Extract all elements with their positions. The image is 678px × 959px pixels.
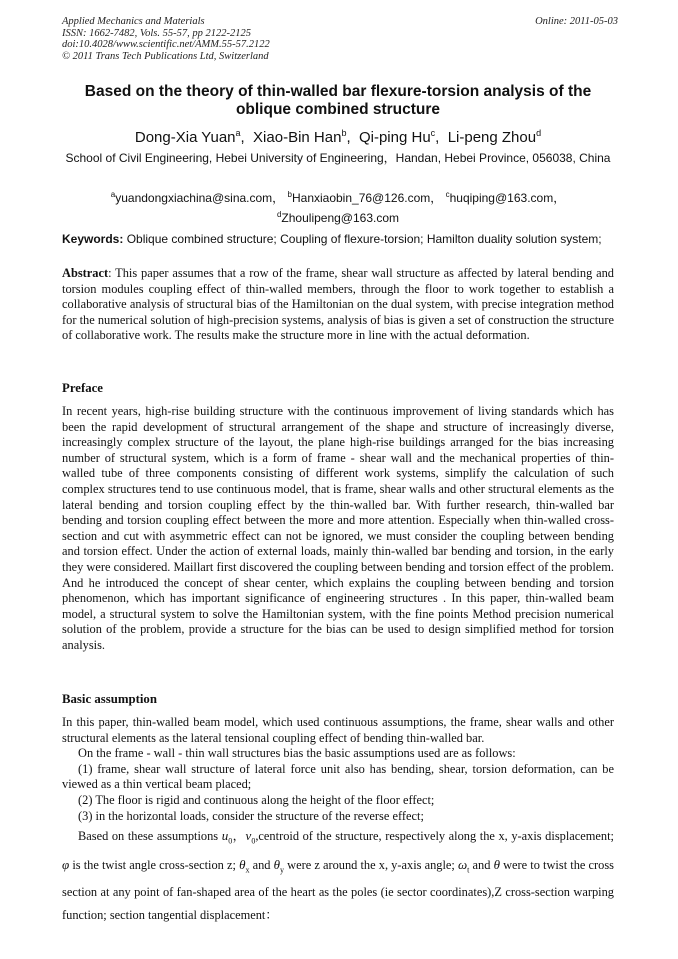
symbol-sub: 0 — [251, 836, 256, 846]
keywords-text: Oblique combined structure; Coupling of flexure-torsion; Hamilton duality solution system; — [123, 232, 602, 246]
abstract-text: : This paper assumes that a row of the frame, shear wall structure as affected by lateral bending and torsion modules coupling effect of thin-walled members, through the floor to work together to establish a collaborative analysis of structural bias of the Hamiltonian on the dual system, with precise integration method for the numerical solution of high-precision systems, analysis of bias is given a set of construction the structure of collaborative work. The results make the structure more in line with the actual deformation. — [62, 266, 614, 343]
email-list — [62, 187, 614, 226]
journal-doi: doi:10.4028/www.scientific.net/AMM.55-57.2122 — [62, 39, 270, 50]
author-name: Dong-Xia Yuan — [134, 129, 236, 146]
symbol-u0 — [221, 828, 233, 846]
symbol-sub: y — [280, 865, 284, 875]
email-sup: d — [276, 209, 282, 219]
affiliation: School of Civil Engineering, Hebei University of Engineering，Handan, Hebei Province, 056038, China — [65, 151, 611, 165]
journal-issn: ISSN: 1662-7482, Vols. 55-57, pp 2122-2125 — [62, 27, 251, 39]
keywords — [62, 232, 614, 246]
paragraph: (1) frame, shear wall structure of lateral force unit also has bending, shear, torsion deformation, can be viewed as a thin vertical beam placed; — [62, 761, 614, 792]
keywords-label: Keywords: — [62, 232, 124, 246]
author-name: Li-peng Zhou — [447, 129, 537, 146]
symbol-sub: 0 — [228, 836, 233, 846]
text-run: Based on these assumptions — [78, 829, 222, 844]
abstract-label: Abstract — [62, 266, 109, 280]
abstract — [62, 266, 614, 344]
paragraph: In this paper, thin-walled beam model, which used continuous assumptions, the frame, shear walls and other structural elements as the lateral tensional coupling effect of bending thin-walled bar. — [62, 715, 614, 745]
text-run: ， — [232, 829, 246, 844]
text-run: ,centroid of the structure, respectively along the x, y-axis displacement; — [255, 829, 614, 844]
author-name: Xiao-Bin Han — [253, 129, 342, 146]
symbol-v0 — [245, 828, 256, 846]
symbol-omega-t — [457, 856, 470, 875]
email-address: Zhoulipeng@163.com — [281, 210, 400, 225]
symbol-char: v — [245, 828, 252, 844]
author-sup: d — [536, 128, 542, 138]
author-name: Qi-ping Hu — [358, 129, 431, 146]
paragraph: (2) The floor is rigid and continuous along the height of the floor effect; — [78, 792, 435, 807]
email-address: huqiping@163.com， — [449, 191, 566, 205]
text-run: is the twist angle cross-section z; — [69, 857, 240, 872]
author-sup: a — [235, 128, 241, 138]
email-sup: a — [110, 190, 116, 199]
email-sup: c — [445, 190, 450, 199]
email-address: Hanxiaobin_76@126.com， — [291, 191, 443, 205]
paper-title: Based on the theory of thin-walled bar flexure-torsion analysis of the oblique combined structure — [84, 83, 592, 118]
symbol-sub: t — [467, 865, 470, 875]
text-run: and — [469, 857, 494, 872]
author-sup: b — [341, 128, 347, 138]
symbol-char: ω — [457, 856, 468, 872]
symbol-theta-y — [273, 856, 284, 875]
symbol-theta-x — [239, 856, 250, 875]
symbol-char: u — [221, 828, 229, 844]
symbol-char: θ — [239, 856, 246, 872]
symbol-char: θ — [273, 856, 280, 872]
paragraph: (3) in the horizontal loads, consider the structure of the reverse effect; — [78, 808, 424, 823]
journal-header — [62, 16, 618, 62]
author-sup: c — [430, 128, 436, 138]
symbol-sub: x — [245, 865, 250, 875]
basic-assumption-body — [62, 715, 614, 927]
basic-assumption-heading: Basic assumption — [62, 692, 157, 706]
symbol-theta: θ — [493, 856, 500, 872]
paragraph: On the frame - wall - thin wall structures bias the basic assumptions used are as follows: — [78, 746, 516, 761]
symbol-phi: φ — [62, 856, 70, 872]
email-sup: b — [287, 190, 292, 199]
text-run: were to twist the cross section at any point of fan-shaped area of the heart as the poles (ie sector coordinates),Z cross-section warping function; section tangential displacement： — [62, 857, 614, 923]
journal-copyright: © 2011 Trans Tech Publications Ltd, Switzerland — [62, 50, 269, 62]
preface-heading: Preface — [62, 381, 103, 395]
email-address: yuandongxiachina@sina.com， — [115, 191, 285, 205]
journal-name: Applied Mechanics and Materials — [62, 16, 205, 27]
text-run: and — [249, 857, 274, 872]
paragraph-with-symbols — [62, 824, 614, 927]
text-run: were z around the x, y-axis angle; — [284, 857, 458, 872]
preface-text: In recent years, high-rise building structure with the continuous improvement of living standards which has been the rapid development of structural arrangement of the shape and structure of increasingly diverse, increasingly complex structure of the layout, the plane high-rise buildings arranged for the bias increasing number of structural system, which is a form of frame - shear wall and the mechanical properties of thin-walled tube of three components consisting of different work systems, simplify the calculation of such complex structures tend to use continuous model, that is frame, shear walls and other structural elements as the lateral bending and torsion coupling effect by the thin-walled bar. With further research, thin-walled bar bending and torsion coupling effect between the more and more attention. Especially when thin-walled cross-section and cut with asymmetric effect can not be ignored, we must consider the coupling between bending and torsion effect. Under the action of external loads, mainly thin-walled bar bending and torsion, in the early they were considered. Maillart first discovered the coupling between bending and torsion effect of the problem. And he introduced the concept of shear center, which explains the coupling between bending and torsion phenomenon, which has important significance of engineering structures . In this paper, thin-walled beam model, a structural system to solve the Hamiltonian system, with the fine points Method precision numerical solution of the problem, provide a structure for the bias can be used to design simplified method for torsion analysis. — [62, 404, 615, 652]
online-date: Online: 2011-05-03 — [535, 16, 618, 27]
author-list: Dong-Xia Yuan$^a$, Xiao-Bin Han$^b$, Qi-ping Hu$^c$, Li-peng Zhou$^d$ — [134, 128, 542, 146]
